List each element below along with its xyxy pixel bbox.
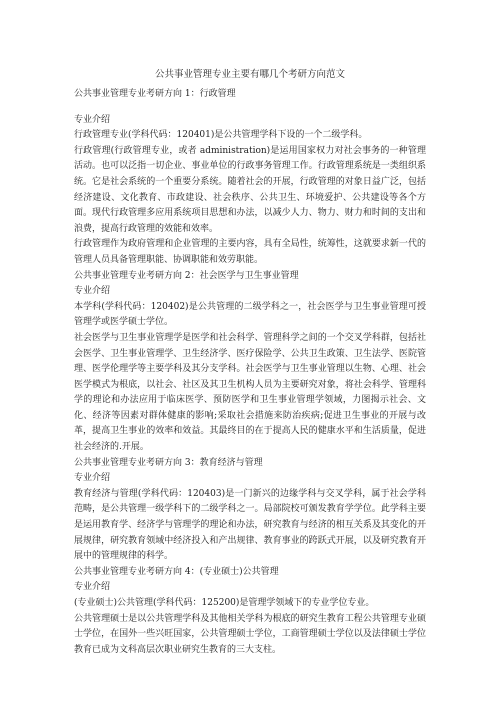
document-body: [74, 87, 426, 658]
subheading-intro: 专业介绍: [74, 582, 111, 593]
paragraph: 教育经济与管理(学科代码：120403)是一门新兴的边缘学科与交叉学科，属于社会学科范畴，是公共管理一级学科下的二级学科之一。局部院校可颁发教育学学位。此学科主要是运用教育学、经济学与管理学的理论和办法，研究教育与经济的相互关系及其变化的开展规律，研究教育领域中经济投入和产出规律、教育事业的跨跃式开展，以及研究教育开展中的管理规律的科学。: [74, 488, 426, 562]
section-heading-4: 公共事业管理专业考研方向 4：(专业硕士)公共管理: [74, 566, 279, 577]
subheading-intro: 专业介绍: [74, 473, 111, 484]
paragraph: 行政管理作为政府管理和企业管理的主要内容，具有全局性，统筹性，这就要求新一代的管理人员具备管理职能、协调职能和效劳职能。: [74, 239, 426, 265]
paragraph-gap: [74, 103, 426, 113]
paragraph: 本学科(学科代码：120402)是公共管理的二级学科之一，社会医学与卫生事业管理可授管理学或医学硕士学位。: [74, 301, 426, 328]
subheading-intro: 专业介绍: [74, 286, 111, 297]
document-title: 公共事业管理专业主要有哪几个考研方向范文: [154, 69, 345, 80]
paragraph: 公共管理硕士是以公共管理学科及其他相关学科为根底的研究生教育工程公共管理专业硕士学位，在国外一些兴旺国家，公共管理硕士学位，工商管理硕士学位以及法律硕士学位教育已成为文科高层次职业研究生教育的三大支柱。: [74, 613, 426, 655]
subheading-intro: 专业介绍: [74, 114, 111, 125]
paragraph: 行政管理专业(学科代码：120401)是公共管理学科下设的一个二级学科。: [74, 130, 368, 141]
section-heading-1: 公共事业管理专业考研方向 1：行政管理: [74, 89, 236, 99]
paragraph: 社会医学与卫生事业管理学是医学和社会科学、管理科学之间的一个交叉学科群，包括社会医学、卫生事业管理学、卫生经济学、医疗保险学、公共卫生政策、卫生法学、医院管理、医学伦理学等主要学科及其分支学科。社会医学与卫生事业管理以生物、心理、社会医学模式为根底，以社会、社区及其卫生机构人员为主要研究对象，将社会科学、管理科学的理论和办法应用于临床医学、预防医学和卫生事业管理学领域，力图揭示社会、文化、经济等因素对群体健康的影响;采取社会措施来防治疾病;促进卫生事业的开展与改革，提高卫生事业的效率和效益。其最终目的在于提高人民的健康水平和生活质量，促进社会经济的.开展。: [74, 332, 426, 453]
section-heading-3: 公共事业管理专业考研方向 3：教育经济与管理: [74, 457, 263, 468]
section-heading-2: 公共事业管理专业考研方向 2：社会医学与卫生事业管理: [74, 270, 299, 281]
paragraph: (专业硕士)公共管理(学科代码：125200)是管理学领域下的专业学位专业。: [74, 598, 375, 608]
paragraph: 行政管理(行政管理专业，或者 administration)是运用国家权力对社会事务的一种管理活动。也可以泛指一切企业、事业单位的行政事务管理工作。行政管理系统是一类组织系统。它是社会系统的一个重要分系统。随着社会的开展，行政管理的对象日益广泛，包括经济建设、文化教育、市政建设、社会秩序、公共卫生、环境爱护、公共建设等各个方面。现代行政管理多应用系统项目思想和办法，以减少人力、物力、财力和时间的支出和浪费，提高行政管理的效能和效率。: [74, 145, 426, 234]
